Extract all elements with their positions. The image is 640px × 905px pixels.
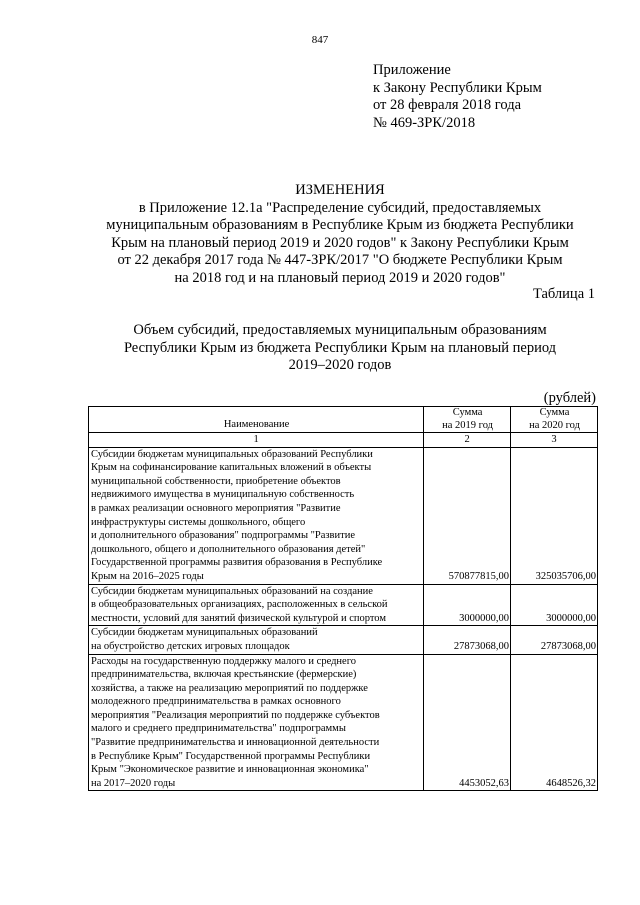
appendix-line: к Закону Республики Крым	[373, 79, 542, 96]
row-sum-2019: 3000000,00	[424, 584, 511, 626]
header-sum-2019-line2: на 2019 год	[442, 419, 494, 431]
row-sum-2020: 4648526,32	[511, 654, 598, 791]
changes-line: Крым на плановый период 2019 и 2020 годов" к Закону Республики Крым	[111, 234, 569, 251]
row-name: Субсидии бюджетам муниципальных образований на создание в общеобразовательных организациях, расположенных в сельской местности, условий для занятий физической культурой и спортом	[89, 584, 424, 626]
row-name: Субсидии бюджетам муниципальных образований Республики Крым на софинансирование капитальных вложений в объекты муниципальной собственности, приобретение объектов недвижимого имущества в муниципальную собственность в рамках реализации основного мероприятия "Развитие инфраструктуры системы дошкольного, общего и дополнительного образования" подпрограммы "Развитие дошкольного, общего и дополнительного образования детей" Государственной программы развития образования в Республике Крым на 2016–2025 годы	[89, 447, 424, 584]
table-title-line: 2019–2020 годов	[288, 357, 392, 373]
appendix-line: от 28 февраля 2018 года	[373, 97, 522, 113]
table-row	[89, 654, 598, 791]
table-header-row	[89, 407, 598, 433]
changes-title: ИЗМЕНЕНИЯ	[295, 182, 385, 198]
row-name: Субсидии бюджетам муниципальных образований на обустройство детских игровых площадок	[89, 626, 424, 654]
header-sum-2019	[424, 407, 511, 433]
row-name: Расходы на государственную поддержку малого и среднего предпринимательства, включая крестьянские (фермерские) хозяйства, а также на реализацию мероприятий по поддержке молодежного предпринимательства в рамках основного мероприятия "Реализация мероприятий по поддержке субъектов малого и среднего предпринимательства" подпрограммы "Развитие предпринимательства и инновационной деятельности в Республике Крым" Государственной программы Республики Крым "Экономическое развитие и инновационная экономика" на 2017–2020 годы	[89, 654, 424, 791]
table-row	[89, 447, 598, 584]
changes-line: муниципальным образованиям в Республике Крым из бюджета Республики	[106, 217, 574, 233]
header-sum-2019-line1: Сумма	[452, 407, 483, 418]
header-name: Наименование	[89, 407, 424, 433]
column-number: 1	[89, 433, 424, 448]
row-sum-2020: 3000000,00	[511, 584, 598, 626]
table-row	[89, 626, 598, 654]
table-row	[89, 584, 598, 626]
table-title-line: Объем субсидий, предоставляемых муниципальным образованиям	[133, 322, 547, 338]
column-number-row	[89, 433, 598, 448]
table-title	[85, 322, 595, 375]
column-number: 2	[424, 433, 511, 448]
header-sum-2020-line1: Сумма	[539, 407, 570, 418]
header-sum-2020-line2: на 2020 год	[529, 419, 580, 431]
changes-heading	[85, 182, 595, 287]
column-number: 3	[511, 433, 598, 448]
table-title-line: Республики Крым из бюджета Республики Крым на плановый период	[123, 339, 557, 356]
appendix-block	[373, 62, 542, 132]
units-label: (рублей)	[543, 390, 596, 406]
row-sum-2019: 570877815,00	[424, 447, 511, 584]
changes-line: от 22 декабря 2017 года № 447-ЗРК/2017 "О бюджете Республики Крым	[117, 252, 563, 268]
row-sum-2019: 4453052,63	[424, 654, 511, 791]
changes-line: в Приложение 12.1а "Распределение субсидий, предоставляемых	[138, 199, 542, 216]
row-sum-2020: 27873068,00	[511, 626, 598, 654]
page-number: 847	[311, 34, 329, 46]
header-sum-2020	[511, 407, 598, 433]
subsidies-table	[88, 406, 598, 791]
changes-line: на 2018 год и на плановый период 2019 и 2020 годов"	[174, 269, 506, 286]
row-sum-2019: 27873068,00	[424, 626, 511, 654]
appendix-line: Приложение	[373, 62, 451, 78]
row-sum-2020: 325035706,00	[511, 447, 598, 584]
table-label: Таблица 1	[532, 286, 595, 302]
appendix-line: № 469-ЗРК/2018	[373, 114, 476, 131]
